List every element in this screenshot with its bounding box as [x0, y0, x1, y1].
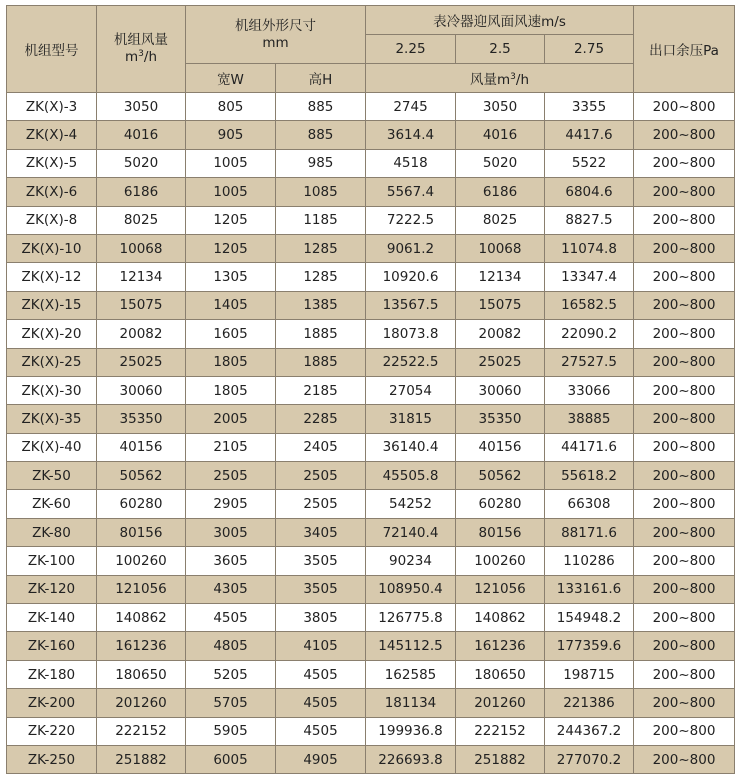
cell-airflow: 4016 [97, 121, 186, 149]
table-header [7, 6, 735, 93]
header-height: 高H [276, 64, 366, 93]
cell-pressure: 200~800 [634, 604, 735, 632]
cell-flow-275: 16582.5 [545, 291, 634, 319]
cell-pressure: 200~800 [634, 376, 735, 404]
cell-flow-275: 13347.4 [545, 263, 634, 291]
cell-model: ZK(X)-15 [7, 291, 97, 319]
cell-flow-225: 4518 [366, 149, 456, 177]
cell-model: ZK(X)-10 [7, 234, 97, 262]
table-row [7, 604, 735, 632]
cell-flow-225: 22522.5 [366, 348, 456, 376]
table-row [7, 547, 735, 575]
cell-flow-225: 27054 [366, 376, 456, 404]
cell-width: 2105 [186, 433, 276, 461]
cell-height: 2285 [276, 405, 366, 433]
cell-width: 1205 [186, 234, 276, 262]
table-row [7, 490, 735, 518]
cell-flow-225: 7222.5 [366, 206, 456, 234]
cell-model: ZK-100 [7, 547, 97, 575]
cell-height: 2505 [276, 462, 366, 490]
cell-pressure: 200~800 [634, 149, 735, 177]
cell-flow-25: 121056 [456, 575, 545, 603]
cell-pressure: 200~800 [634, 717, 735, 745]
table-row [7, 348, 735, 376]
cell-airflow: 60280 [97, 490, 186, 518]
cell-model: ZK-250 [7, 745, 97, 773]
cell-flow-225: 9061.2 [366, 234, 456, 262]
header-velocity-3: 2.75 [545, 35, 634, 64]
cell-model: ZK(X)-5 [7, 149, 97, 177]
table-row [7, 320, 735, 348]
table-row [7, 178, 735, 206]
cell-flow-275: 88171.6 [545, 518, 634, 546]
table-row [7, 689, 735, 717]
cell-pressure: 200~800 [634, 660, 735, 688]
cell-flow-225: 5567.4 [366, 178, 456, 206]
cell-airflow: 222152 [97, 717, 186, 745]
cell-airflow: 50562 [97, 462, 186, 490]
cell-airflow: 12134 [97, 263, 186, 291]
cell-airflow: 140862 [97, 604, 186, 632]
cell-flow-25: 140862 [456, 604, 545, 632]
cell-flow-275: 244367.2 [545, 717, 634, 745]
cell-model: ZK-80 [7, 518, 97, 546]
table-row [7, 632, 735, 660]
cell-model: ZK-180 [7, 660, 97, 688]
cell-flow-25: 8025 [456, 206, 545, 234]
cell-pressure: 200~800 [634, 206, 735, 234]
header-width: 宽W [186, 64, 276, 93]
cell-height: 985 [276, 149, 366, 177]
cell-airflow: 6186 [97, 178, 186, 206]
cell-flow-225: 226693.8 [366, 745, 456, 773]
table-row [7, 433, 735, 461]
cell-flow-275: 55618.2 [545, 462, 634, 490]
cell-flow-225: 3614.4 [366, 121, 456, 149]
cell-flow-275: 177359.6 [545, 632, 634, 660]
cell-flow-25: 12134 [456, 263, 545, 291]
cell-flow-225: 10920.6 [366, 263, 456, 291]
header-velocity-1: 2.25 [366, 35, 456, 64]
cell-flow-225: 31815 [366, 405, 456, 433]
cell-width: 1605 [186, 320, 276, 348]
cell-height: 1885 [276, 348, 366, 376]
cell-width: 1005 [186, 149, 276, 177]
cell-model: ZK(X)-25 [7, 348, 97, 376]
cell-flow-275: 198715 [545, 660, 634, 688]
cell-model: ZK(X)-8 [7, 206, 97, 234]
header-airflow-title: 机组风量 [114, 32, 168, 48]
table-row [7, 234, 735, 262]
cell-width: 1405 [186, 291, 276, 319]
cell-width: 2005 [186, 405, 276, 433]
cell-width: 3605 [186, 547, 276, 575]
cell-flow-275: 277070.2 [545, 745, 634, 773]
cell-flow-275: 110286 [545, 547, 634, 575]
header-model: 机组型号 [7, 6, 97, 93]
cell-pressure: 200~800 [634, 405, 735, 433]
cell-height: 1385 [276, 291, 366, 319]
table-body [7, 93, 735, 774]
cell-flow-225: 13567.5 [366, 291, 456, 319]
cell-pressure: 200~800 [634, 234, 735, 262]
cell-pressure: 200~800 [634, 575, 735, 603]
cell-airflow: 5020 [97, 149, 186, 177]
cell-pressure: 200~800 [634, 263, 735, 291]
cell-model: ZK(X)-4 [7, 121, 97, 149]
table-row [7, 376, 735, 404]
cell-model: ZK-50 [7, 462, 97, 490]
cell-airflow: 80156 [97, 518, 186, 546]
cell-height: 3505 [276, 547, 366, 575]
header-dims-title: 机组外形尺寸 [235, 17, 316, 34]
cell-flow-25: 100260 [456, 547, 545, 575]
cell-height: 4505 [276, 660, 366, 688]
table-row [7, 121, 735, 149]
header-dims [186, 6, 366, 64]
cell-airflow: 20082 [97, 320, 186, 348]
cell-model: ZK(X)-35 [7, 405, 97, 433]
table-row [7, 206, 735, 234]
cell-model: ZK(X)-12 [7, 263, 97, 291]
header-airflow [97, 6, 186, 93]
cell-height: 3405 [276, 518, 366, 546]
cell-width: 6005 [186, 745, 276, 773]
cell-flow-25: 60280 [456, 490, 545, 518]
cell-flow-275: 154948.2 [545, 604, 634, 632]
table-row [7, 575, 735, 603]
cell-width: 4505 [186, 604, 276, 632]
cell-flow-25: 6186 [456, 178, 545, 206]
cell-airflow: 180650 [97, 660, 186, 688]
cell-height: 1285 [276, 263, 366, 291]
table-row [7, 263, 735, 291]
table-row [7, 717, 735, 745]
cell-airflow: 25025 [97, 348, 186, 376]
cell-width: 5905 [186, 717, 276, 745]
cell-airflow: 35350 [97, 405, 186, 433]
header-airflow-unit: $m^3/h$ [125, 49, 157, 65]
cell-height: 3505 [276, 575, 366, 603]
cell-flow-225: 18073.8 [366, 320, 456, 348]
cell-height: 2405 [276, 433, 366, 461]
cell-flow-275: 33066 [545, 376, 634, 404]
cell-flow-275: 11074.8 [545, 234, 634, 262]
cell-flow-225: 45505.8 [366, 462, 456, 490]
cell-flow-25: 251882 [456, 745, 545, 773]
cell-flow-225: 145112.5 [366, 632, 456, 660]
cell-flow-25: 3050 [456, 93, 545, 121]
cell-flow-275: 6804.6 [545, 178, 634, 206]
cell-pressure: 200~800 [634, 547, 735, 575]
cell-airflow: 100260 [97, 547, 186, 575]
cell-flow-275: 5522 [545, 149, 634, 177]
cell-airflow: 121056 [97, 575, 186, 603]
cell-model: ZK(X)-6 [7, 178, 97, 206]
cell-flow-275: 22090.2 [545, 320, 634, 348]
cell-flow-225: 126775.8 [366, 604, 456, 632]
cell-height: 3805 [276, 604, 366, 632]
cell-width: 3005 [186, 518, 276, 546]
cell-flow-225: 90234 [366, 547, 456, 575]
cell-pressure: 200~800 [634, 178, 735, 206]
cell-pressure: 200~800 [634, 93, 735, 121]
cell-flow-275: 3355 [545, 93, 634, 121]
cell-model: ZK(X)-30 [7, 376, 97, 404]
cell-pressure: 200~800 [634, 433, 735, 461]
cell-flow-25: 30060 [456, 376, 545, 404]
cell-flow-275: 8827.5 [545, 206, 634, 234]
cell-flow-25: 80156 [456, 518, 545, 546]
cell-flow-275: 38885 [545, 405, 634, 433]
cell-height: 4105 [276, 632, 366, 660]
cell-flow-25: 50562 [456, 462, 545, 490]
cell-pressure: 200~800 [634, 632, 735, 660]
cell-height: 4505 [276, 717, 366, 745]
cell-airflow: 161236 [97, 632, 186, 660]
cell-airflow: 30060 [97, 376, 186, 404]
cell-width: 1805 [186, 376, 276, 404]
cell-model: ZK-200 [7, 689, 97, 717]
cell-model: ZK-140 [7, 604, 97, 632]
cell-pressure: 200~800 [634, 689, 735, 717]
cell-flow-25: 180650 [456, 660, 545, 688]
cell-pressure: 200~800 [634, 348, 735, 376]
cell-flow-275: 133161.6 [545, 575, 634, 603]
cell-flow-225: 36140.4 [366, 433, 456, 461]
header-coil-flow: 风量$m^3/h$ [366, 64, 634, 93]
table-row [7, 405, 735, 433]
cell-flow-25: 201260 [456, 689, 545, 717]
cell-model: ZK(X)-20 [7, 320, 97, 348]
cell-flow-225: 54252 [366, 490, 456, 518]
cell-width: 2905 [186, 490, 276, 518]
cell-model: ZK-220 [7, 717, 97, 745]
table-row [7, 149, 735, 177]
cell-pressure: 200~800 [634, 121, 735, 149]
cell-pressure: 200~800 [634, 745, 735, 773]
cell-width: 4305 [186, 575, 276, 603]
cell-model: ZK-60 [7, 490, 97, 518]
cell-pressure: 200~800 [634, 490, 735, 518]
header-coil-velocity: 表冷器迎风面风速m/s [366, 6, 634, 35]
cell-height: 1885 [276, 320, 366, 348]
cell-pressure: 200~800 [634, 320, 735, 348]
cell-flow-225: 199936.8 [366, 717, 456, 745]
cell-flow-25: 4016 [456, 121, 545, 149]
cell-flow-225: 2745 [366, 93, 456, 121]
cell-height: 1285 [276, 234, 366, 262]
cell-flow-275: 4417.6 [545, 121, 634, 149]
spec-table [6, 5, 735, 774]
cell-model: ZK-160 [7, 632, 97, 660]
cell-flow-25: 20082 [456, 320, 545, 348]
cell-width: 1305 [186, 263, 276, 291]
header-dims-unit: mm [262, 34, 289, 51]
cell-height: 1185 [276, 206, 366, 234]
cell-width: 905 [186, 121, 276, 149]
cell-pressure: 200~800 [634, 518, 735, 546]
cell-width: 1805 [186, 348, 276, 376]
cell-height: 1085 [276, 178, 366, 206]
cell-width: 2505 [186, 462, 276, 490]
cell-flow-25: 5020 [456, 149, 545, 177]
cell-flow-225: 162585 [366, 660, 456, 688]
cell-flow-25: 222152 [456, 717, 545, 745]
cell-pressure: 200~800 [634, 291, 735, 319]
cell-airflow: 10068 [97, 234, 186, 262]
table-row [7, 291, 735, 319]
cell-width: 1205 [186, 206, 276, 234]
cell-flow-25: 10068 [456, 234, 545, 262]
cell-width: 5705 [186, 689, 276, 717]
cell-width: 4805 [186, 632, 276, 660]
cell-pressure: 200~800 [634, 462, 735, 490]
table-row [7, 745, 735, 773]
cell-flow-275: 44171.6 [545, 433, 634, 461]
cell-airflow: 40156 [97, 433, 186, 461]
table-row [7, 518, 735, 546]
cell-height: 4905 [276, 745, 366, 773]
cell-flow-225: 72140.4 [366, 518, 456, 546]
cell-flow-25: 15075 [456, 291, 545, 319]
cell-model: ZK(X)-3 [7, 93, 97, 121]
cell-width: 805 [186, 93, 276, 121]
cell-model: ZK(X)-40 [7, 433, 97, 461]
table-row [7, 93, 735, 121]
cell-width: 1005 [186, 178, 276, 206]
cell-flow-275: 27527.5 [545, 348, 634, 376]
cell-airflow: 8025 [97, 206, 186, 234]
cell-height: 4505 [276, 689, 366, 717]
cell-height: 885 [276, 93, 366, 121]
cell-height: 2185 [276, 376, 366, 404]
cell-width: 5205 [186, 660, 276, 688]
header-pressure: 出口余压Pa [634, 6, 735, 93]
cell-airflow: 201260 [97, 689, 186, 717]
cell-flow-275: 221386 [545, 689, 634, 717]
cell-airflow: 251882 [97, 745, 186, 773]
cell-flow-225: 108950.4 [366, 575, 456, 603]
cell-flow-25: 25025 [456, 348, 545, 376]
table-row [7, 660, 735, 688]
cell-flow-225: 181134 [366, 689, 456, 717]
table-row [7, 462, 735, 490]
cell-height: 885 [276, 121, 366, 149]
cell-flow-25: 161236 [456, 632, 545, 660]
cell-flow-275: 66308 [545, 490, 634, 518]
cell-airflow: 15075 [97, 291, 186, 319]
cell-height: 2505 [276, 490, 366, 518]
cell-flow-25: 40156 [456, 433, 545, 461]
cell-airflow: 3050 [97, 93, 186, 121]
header-velocity-2: 2.5 [456, 35, 545, 64]
cell-model: ZK-120 [7, 575, 97, 603]
cell-flow-25: 35350 [456, 405, 545, 433]
